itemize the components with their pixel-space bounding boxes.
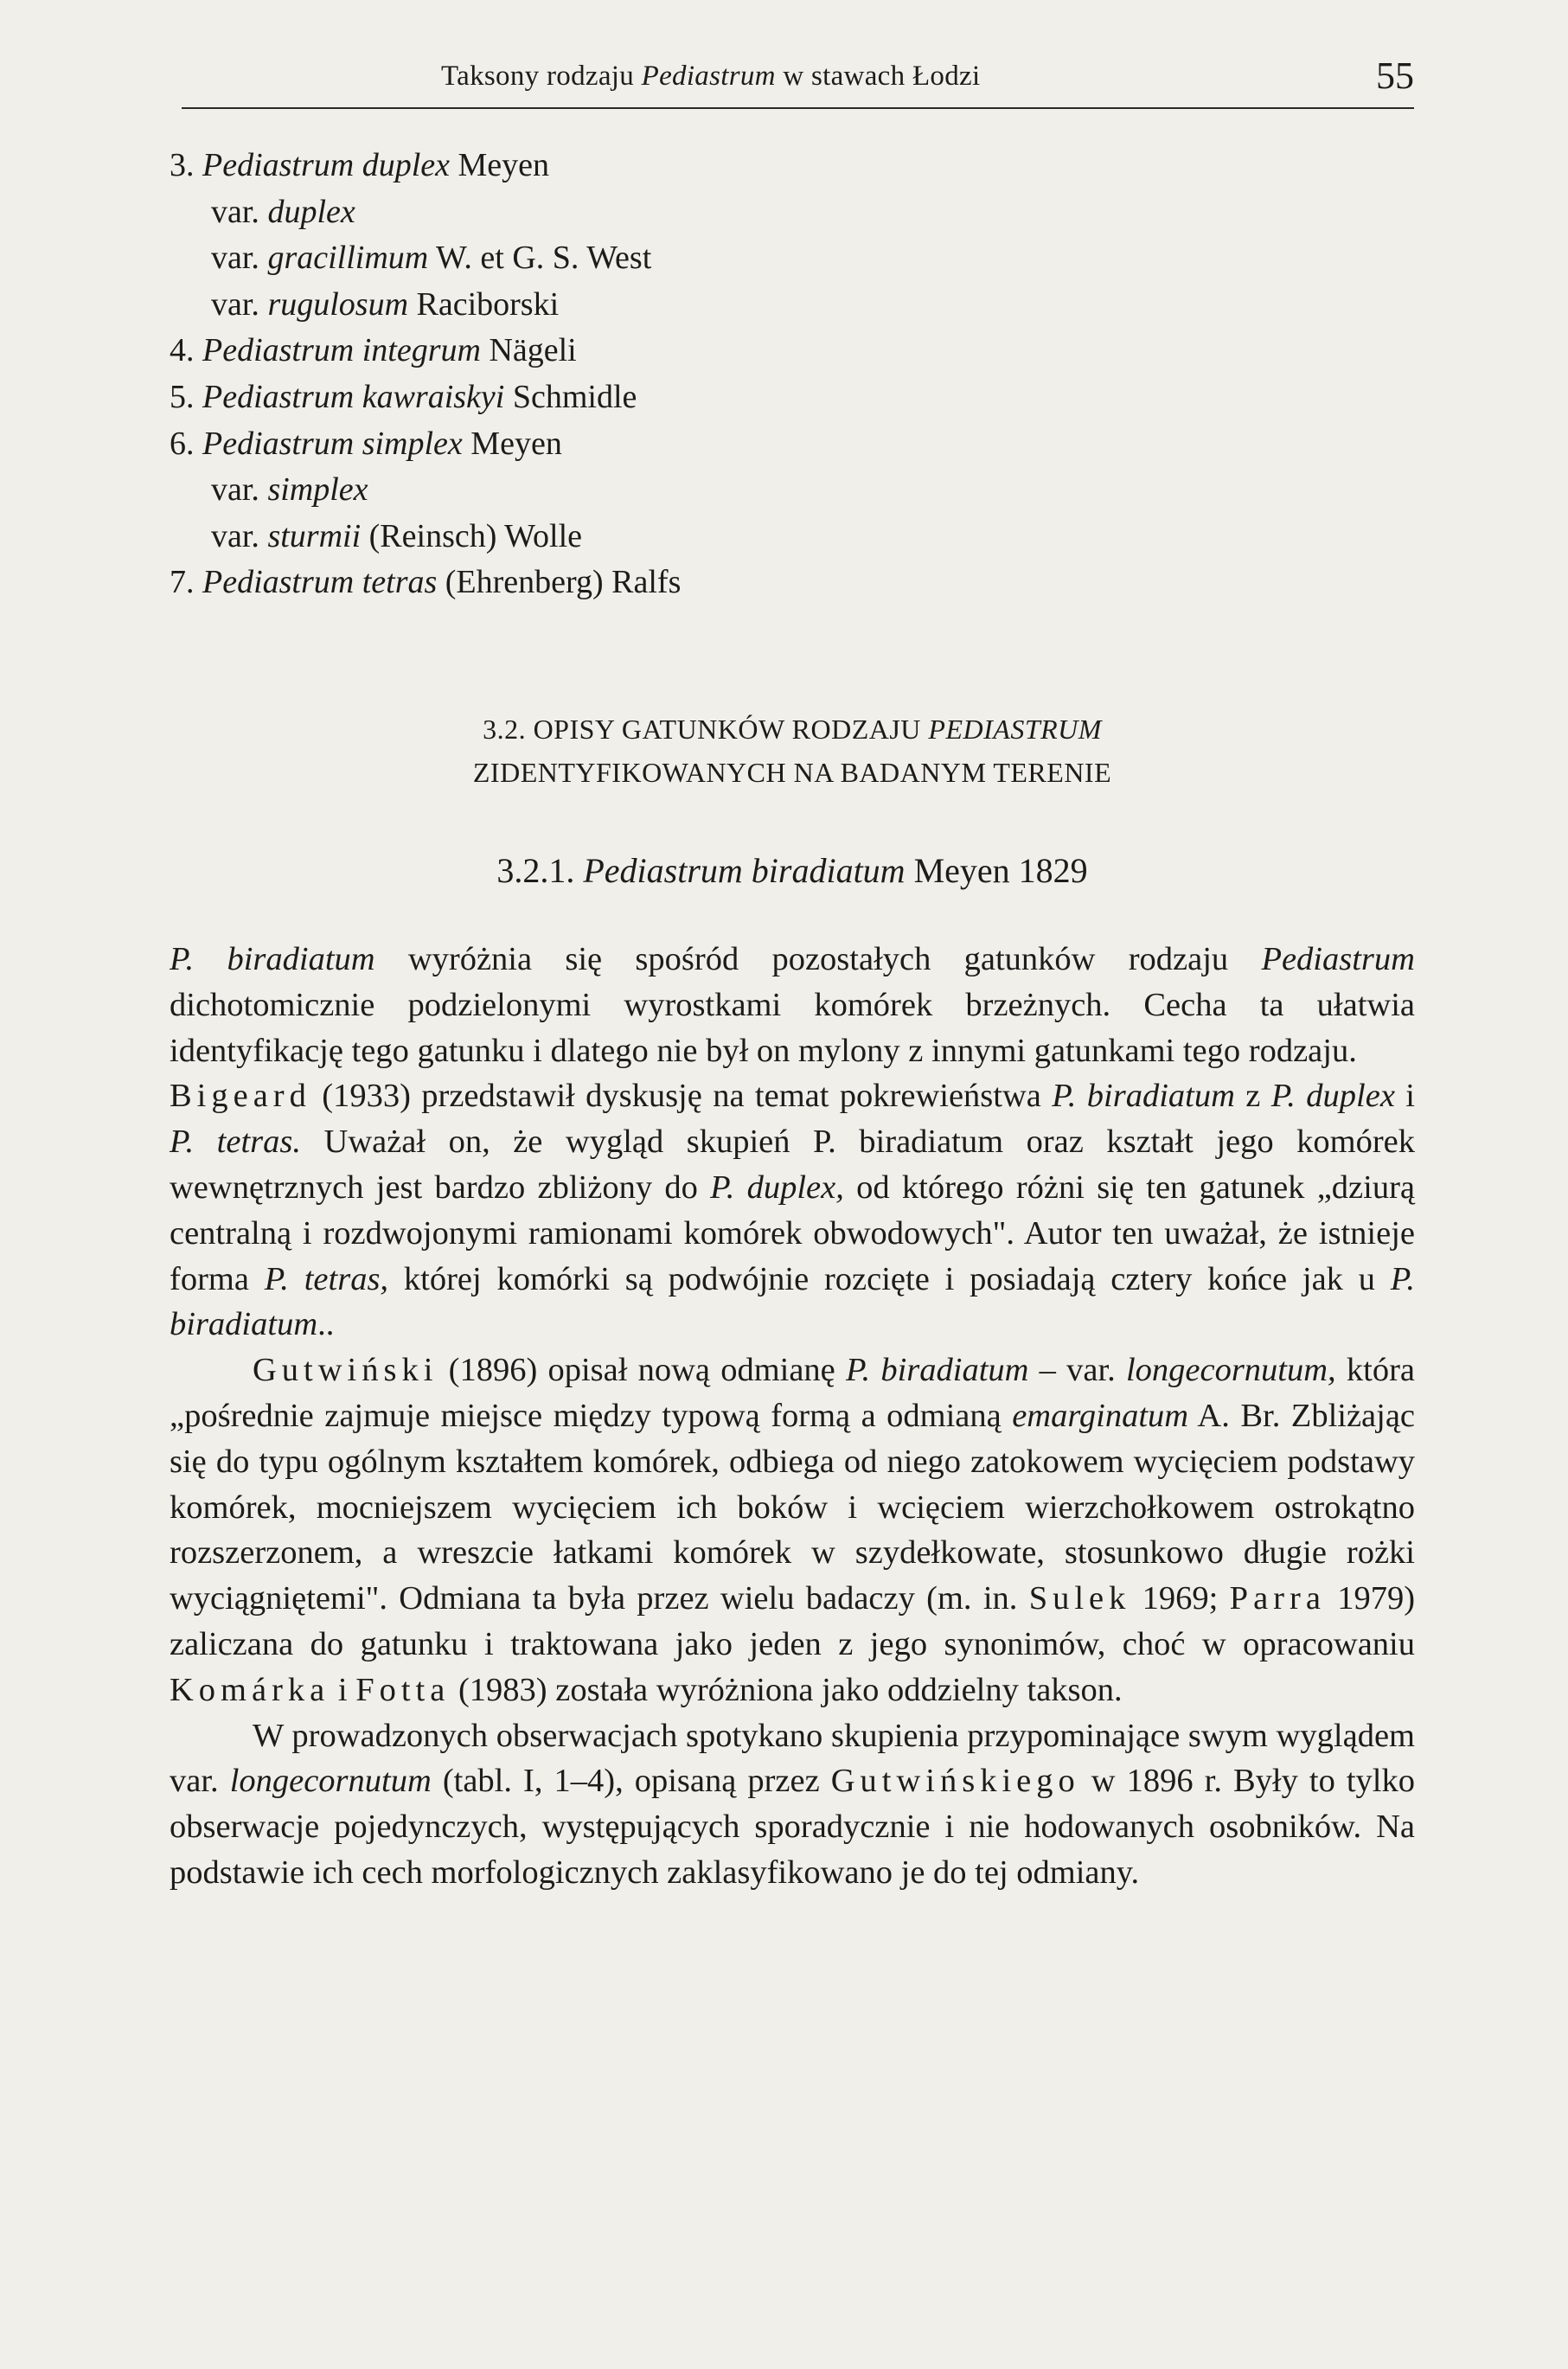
taxon-species-row: 6. Pediastrum simplex Meyen <box>170 425 562 462</box>
author-gutwinski: Gutwiński <box>253 1352 438 1389</box>
taxon-variety-row: var. gracillimum W. et G. S. West <box>211 240 652 277</box>
author-parra: Parra <box>1229 1580 1326 1617</box>
taxon-variety-row: var. sturmii (Reinsch) Wolle <box>211 517 582 554</box>
page-number: 55 <box>1376 54 1414 97</box>
running-title: Taksony rodzaju Pediastrum w stawach Łodzi <box>441 61 981 92</box>
author-fott: Fotta <box>355 1671 451 1708</box>
author-sulek: Sulek <box>1028 1580 1131 1617</box>
taxon-species-row: 3. Pediastrum duplex Meyen <box>170 147 550 183</box>
taxon-variety-row: var. simplex <box>211 471 368 509</box>
taxon-species-row: 4. Pediastrum integrum Nägeli <box>170 332 577 369</box>
author-komarek: Komárka <box>170 1671 330 1708</box>
paragraph-1: P. biradiatum wyróżnia się spośród pozostałych gatunków rodzaju Pediastrum dichotomicznie podzielonymi wyrostkami komórek brzeżnych. Cecha ta ułatwia identyfikację tego gatunku i dlatego nie był on mylony z innymi gatunkami tego rodzaju. <box>170 941 1415 1069</box>
running-header <box>182 54 1414 114</box>
taxon-species-row: 7. Pediastrum tetras (Ehrenberg) Ralfs <box>170 564 682 601</box>
section-heading-line2: ZIDENTYFIKOWANYCH NA BADANYM TERENIE <box>472 757 1112 788</box>
taxon-variety-row: var. rugulosum Raciborski <box>211 285 560 323</box>
subsection-heading: 3.2.1. Pediastrum biradiatum Meyen 1829 <box>496 851 1088 890</box>
author-gutwinskiego: Gutwińskiego <box>830 1763 1080 1800</box>
taxon-species-row: 5. Pediastrum kawraiskyi Schmidle <box>170 378 637 415</box>
section-heading <box>170 707 1415 794</box>
header-rule <box>182 107 1414 109</box>
taxa-list <box>170 143 1034 606</box>
taxon-variety-row: var. duplex <box>211 193 355 230</box>
section-heading-line1: 3.2. OPISY GATUNKÓW RODZAJU PEDIASTRUM <box>483 714 1102 745</box>
body-text <box>170 937 1415 1896</box>
paragraph-3: Gutwiński (1896) opisał nową odmianę P. biradiatum – var. longecornutum, która „pośrednie zajmuje miejsce między typową formą a odmianą emarginatum A. Br. Zbliżając się do typu ogólnym kształtem komórek, odbiega od niego zatokowem wycięciem podstawy komórek, mocniejszem wycięciem ich boków i wcięciem wierzchołkowem ostrokątno rozszerzonem, a wreszcie łatkami komórek w szydełkowate, stosunkowo długie rożki wyciągniętemi". Odmiana ta była przez wielu badaczy (m. in. Sulek 1969; Parra 1979) zaliczana do gatunku i traktowana jako jeden z jego synonimów, choć w opracowaniu Komárka i Fotta (1983) została wyróżniona jako oddzielny takson. <box>170 1352 1416 1708</box>
paragraph-2: Bigeard (1933) przedstawił dyskusję na temat pokrewieństwa P. biradiatum z P. duplex i P. tetras. Uważał on, że wygląd skupień P. biradiatum oraz kształt jego komórek wewnętrznych jest bardzo zbliżony do P. duplex, od którego różni się ten gatunek „dziurą centralną i rozdwojonymi ramionami komórek obwodowych". Autor ten uważał, że istnieje forma P. tetras, której komórki są podwójnie rozcięte i posiadają cztery końce jak u P. biradiatum.. <box>170 1078 1415 1343</box>
author-bigeard: Bigeard <box>170 1078 311 1115</box>
paragraph-4: W prowadzonych obserwacjach spotykano skupienia przypominające swym wyglądem var. longecornutum (tabl. I, 1–4), opisaną przez Gutwińskiego w 1896 r. Były to tylko obserwacje pojedynczych, występujących sporadycznie i nie hodowanych osobników. Na podstawie ich cech morfologicznych zaklasyfikowano je do tej odmiany. <box>170 1717 1415 1891</box>
